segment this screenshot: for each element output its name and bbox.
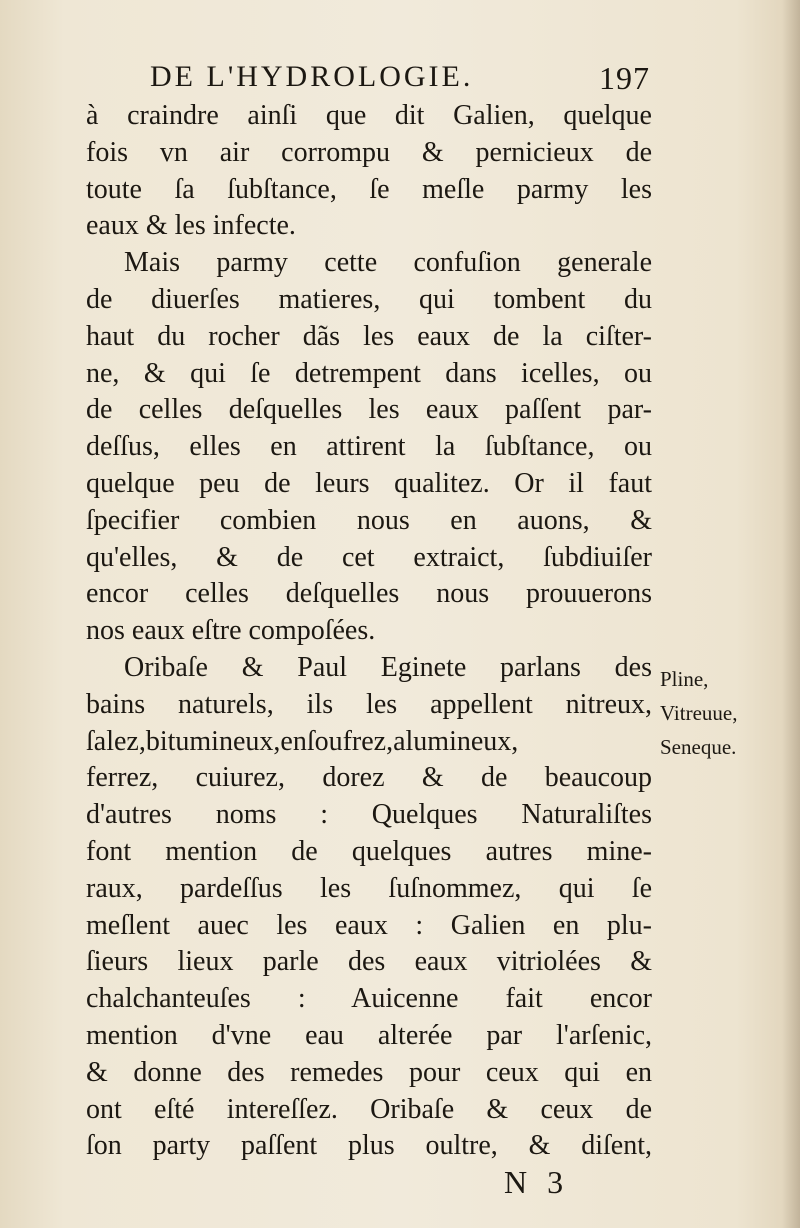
text-line: bains naturels, ils les appellent nitreux, (86, 688, 652, 720)
text-line: chalchanteuſes : Auicenne fait encor (86, 983, 652, 1015)
text-line: meſlent auec les eaux : Galien en plu- (86, 909, 652, 941)
page-header (150, 56, 650, 100)
text-line: d'autres noms : Quelques Naturaliſtes (86, 799, 652, 831)
page-number: 197 (599, 60, 650, 96)
text-line: raux, pardeſſus les ſuſnommez, qui ſe (86, 872, 652, 904)
text-line: qu'elles, & de cet extraict, ſubdiuiſer (86, 541, 652, 573)
text-line: Mais parmy cette confuſion generale (124, 247, 652, 279)
text-line: ont eſté intereſſez. Oribaſe & ceux de (86, 1093, 652, 1125)
text-line: haut du rocher dãs les eaux de la ciſter- (86, 320, 652, 352)
text-line: font mention de quelques autres mine- (86, 835, 652, 867)
text-line: de diuerſes matieres, qui tombent du (86, 283, 652, 315)
text-line: deſſus, elles en attirent la ſubſtance, ou (86, 431, 652, 463)
margin-note: Seneque. (660, 735, 737, 759)
text-line: toute ſa ſubſtance, ſe meſle parmy les (86, 173, 652, 205)
text-line: ſalez,bitumineux,enſoufrez,alumineux, (86, 725, 519, 757)
text-line: ne, & qui ſe detrempent dans icelles, ou (86, 357, 652, 389)
running-head: DE L'HYDROLOGIE. (150, 60, 474, 93)
text-line: mention d'vne eau alterée par l'arſenic, (86, 1019, 652, 1051)
text-line: eaux & les infecte. (86, 210, 296, 242)
text-line: & donne des remedes pour ceux qui en (86, 1056, 652, 1088)
page-edge-shadow (782, 0, 800, 1228)
text-line: ſon party paſſent plus oultre, & diſent, (86, 1130, 652, 1162)
text-line: fois vn air corrompu & pernicieux de (86, 136, 652, 168)
text-line: quelque peu de leurs qualitez. Or il faut (86, 467, 652, 499)
body-text (86, 98, 652, 1165)
text-line: ſieurs lieux parle des eaux vitriolées & (86, 946, 652, 978)
text-line: ferrez, cuiurez, dorez & de beaucoup (86, 762, 652, 794)
text-line: nos eaux eſtre compoſées. (86, 615, 376, 647)
text-line: de celles deſquelles les eaux paſſent par- (86, 394, 652, 426)
text-line: à craindre ainſi que dit Galien, quelque (86, 100, 652, 131)
text-line: encor celles deſquelles nous prouuerons (86, 578, 652, 610)
margin-note: Vitreuue, (660, 701, 738, 725)
margin-notes (660, 662, 786, 764)
signature-mark: N 3 (504, 1164, 570, 1200)
text-line: Oribaſe & Paul Eginete parlans des (124, 651, 652, 683)
text-line: ſpecifier combien nous en auons, & (86, 504, 652, 536)
margin-note: Pline, (660, 667, 709, 691)
